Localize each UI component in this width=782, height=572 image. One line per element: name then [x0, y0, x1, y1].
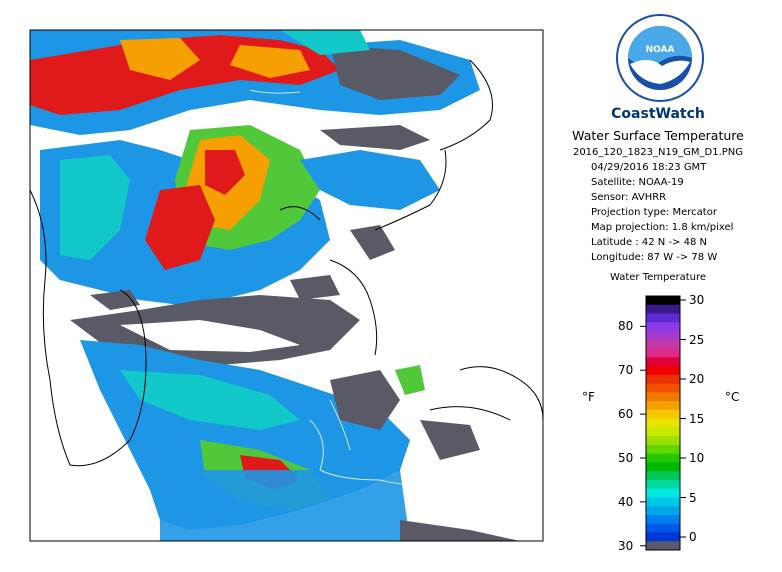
colorbar-swatch [646, 480, 680, 489]
colorbar-swatch [646, 445, 680, 454]
colorbar-swatch [646, 305, 680, 314]
brand-title: CoastWatch [611, 106, 705, 122]
satellite-text: Satellite: NOAA-19 [591, 177, 684, 188]
celsius-unit: °C [725, 390, 740, 404]
colorbar-swatch [646, 436, 680, 445]
celsius-tick-label: 15 [689, 411, 705, 426]
colorbar-swatch [646, 392, 680, 401]
sensor-text: Sensor: AVHRR [591, 192, 667, 203]
colorbar-swatch [646, 322, 680, 331]
temperature-colorbar [640, 296, 686, 551]
celsius-tick-label: 5 [689, 490, 697, 505]
map-image [30, 30, 543, 541]
fahrenheit-tick-label: 60 [618, 407, 634, 422]
noaa-logo [617, 15, 703, 101]
fahrenheit-tick-label: 80 [618, 319, 634, 334]
fahrenheit-tick-label: 70 [618, 363, 634, 378]
celsius-tick-label: 20 [689, 372, 705, 386]
colorbar-swatch [646, 489, 680, 498]
colorbar-swatch [646, 427, 680, 436]
colorbar-swatch [646, 419, 680, 428]
fahrenheit-tick-label: 30 [618, 538, 634, 553]
colorbar-swatch [646, 384, 680, 393]
celsius-tick-label: 25 [689, 332, 705, 347]
noaa-logo-text: NOAA [645, 45, 675, 55]
fahrenheit-unit: °F [582, 390, 595, 404]
colorbar-swatch [646, 331, 680, 340]
celsius-tick-label: 30 [689, 293, 705, 307]
colorbar-swatch [646, 524, 680, 533]
fahrenheit-tick-label: 40 [618, 494, 634, 509]
date-time-text: 04/29/2016 18:23 GMT [591, 162, 707, 173]
filename-text: 2016_120_1823_N19_GM_D1.PNG [572, 147, 744, 158]
colorbar-swatch [646, 340, 680, 349]
colorbar-swatch [646, 471, 680, 480]
colorbar-swatch [646, 296, 680, 305]
map-projection-text: Map projection: 1.8 km/pixel [591, 222, 734, 233]
colorbar-swatch [646, 357, 680, 366]
colorbar-swatch [646, 497, 680, 506]
colorbar-swatch [646, 366, 680, 375]
colorbar-swatch [646, 410, 680, 419]
colorbar-swatch [646, 515, 680, 524]
colorbar-title: Water Temperature [609, 272, 707, 283]
longitude-text: Longitude: 87 W -> 78 W [591, 252, 718, 263]
colorbar-swatch [646, 462, 680, 471]
fahrenheit-tick-label: 50 [618, 451, 634, 465]
latitude-text: Latitude : 42 N -> 48 N [591, 237, 707, 248]
colorbar-swatch [646, 532, 680, 541]
colorbar-swatch [646, 454, 680, 463]
colorbar-swatch [646, 349, 680, 358]
colorbar-swatch [646, 506, 680, 515]
colorbar-swatch [646, 375, 680, 384]
colorbar-swatch [646, 401, 680, 410]
product-title: Water Surface Temperature [572, 128, 744, 143]
colorbar-swatch [646, 314, 680, 323]
projection-type-text: Projection type: Mercator [591, 207, 717, 218]
celsius-tick-label: 0 [689, 530, 697, 544]
colorbar-swatch [646, 541, 680, 550]
celsius-tick-label: 10 [689, 451, 705, 465]
